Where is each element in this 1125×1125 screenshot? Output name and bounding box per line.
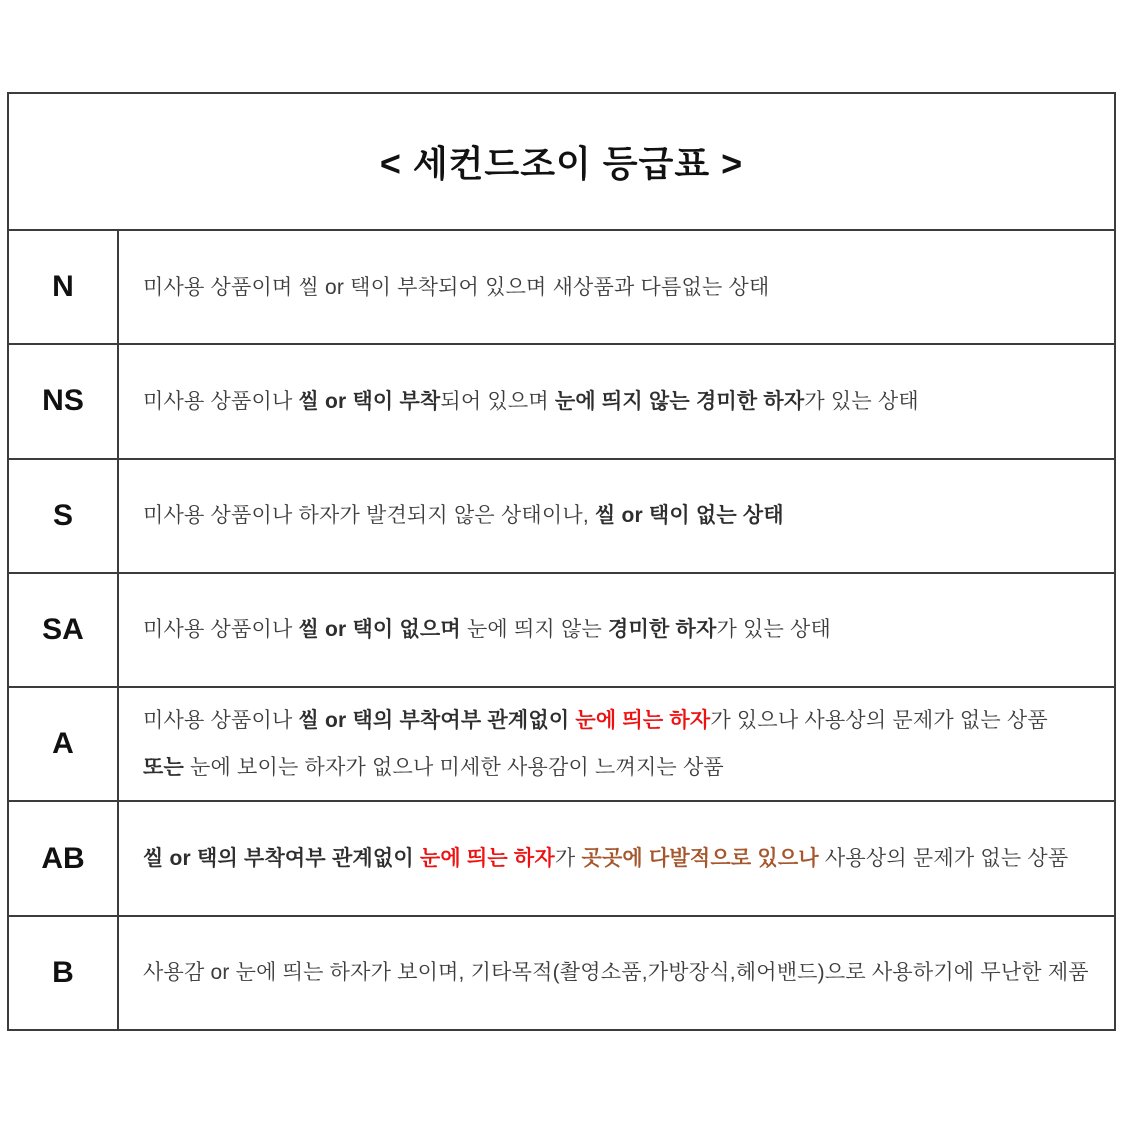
grade-rows-container (9, 231, 1114, 1029)
description-segment: 씰 or 택이 없으며 (298, 618, 461, 642)
description-segment: 가 있는 상태 (804, 389, 919, 413)
grade-cell: S (9, 460, 119, 572)
description-segment: 미사용 상품이나 (143, 389, 299, 413)
description-cell (119, 688, 1114, 800)
table-row (9, 460, 1114, 574)
description-line (143, 835, 1096, 882)
description-segment: 씰 or 택이 없는 상태 (594, 504, 784, 528)
description-line (143, 264, 1096, 311)
description-segment: 씰 or 택이 부착 (298, 389, 441, 413)
description-line (143, 697, 1096, 744)
description-segment: 되어 있으며 (440, 389, 555, 413)
description-line (143, 949, 1096, 996)
page-title: < 세컨드조이 등급표 > (379, 143, 744, 184)
description-segment: 또는 (143, 756, 184, 780)
description-segment: 가 (554, 847, 582, 871)
table-row (9, 802, 1114, 916)
grade-cell: SA (9, 574, 119, 686)
description-cell (119, 231, 1114, 343)
description-segment: 미사용 상품이나 (143, 709, 299, 733)
grade-cell: B (9, 917, 119, 1029)
description-line (143, 744, 1096, 791)
description-segment: 눈에 띄지 않는 (460, 618, 608, 642)
description-segment: 미사용 상품이나 하자가 발견되지 않은 상태이나, (143, 504, 595, 528)
description-segment: 미사용 상품이나 (143, 618, 299, 642)
table-row (9, 688, 1114, 802)
description-line (143, 492, 1096, 539)
title-row (9, 94, 1114, 231)
description-segment: 가 있으나 사용상의 문제가 없는 상품 (710, 709, 1048, 733)
table-row (9, 231, 1114, 345)
description-line (143, 378, 1096, 425)
grade-cell: NS (9, 345, 119, 457)
description-segment: 사용감 or 눈에 띄는 하자가 보이며, 기타목적(촬영소품,가방장식,헤어밴드)으로 사용하기에 무난한 제품 (143, 961, 1089, 985)
description-segment: 눈에 띄는 하자 (575, 709, 711, 733)
description-segment: 눈에 보이는 하자가 없으나 미세한 사용감이 느껴지는 상품 (183, 756, 724, 780)
grade-cell: N (9, 231, 119, 343)
description-segment: 곳곳에 다발적으로 있으나 (581, 847, 819, 871)
description-cell (119, 802, 1114, 914)
description-segment: 씰 or 택의 부착여부 관계없이 (298, 709, 576, 733)
table-row (9, 345, 1114, 459)
description-cell (119, 917, 1114, 1029)
grade-cell: A (9, 688, 119, 800)
description-segment: 눈에 띄는 하자 (419, 847, 555, 871)
grade-cell: AB (9, 802, 119, 914)
description-cell (119, 574, 1114, 686)
table-row (9, 917, 1114, 1029)
description-segment: 경미한 하자 (607, 618, 717, 642)
description-segment: 가 있는 상태 (716, 618, 831, 642)
description-segment: 미사용 상품이며 씰 or 택이 부착되어 있으며 새상품과 다름없는 상태 (143, 275, 770, 299)
description-segment: 눈에 띄지 않는 경미한 하자 (554, 389, 805, 413)
description-segment: 사용상의 문제가 없는 상품 (818, 847, 1069, 871)
table-row (9, 574, 1114, 688)
description-line (143, 606, 1096, 653)
description-segment: 씰 or 택의 부착여부 관계없이 (143, 847, 420, 871)
description-cell (119, 345, 1114, 457)
grade-table (7, 92, 1116, 1031)
description-cell (119, 460, 1114, 572)
